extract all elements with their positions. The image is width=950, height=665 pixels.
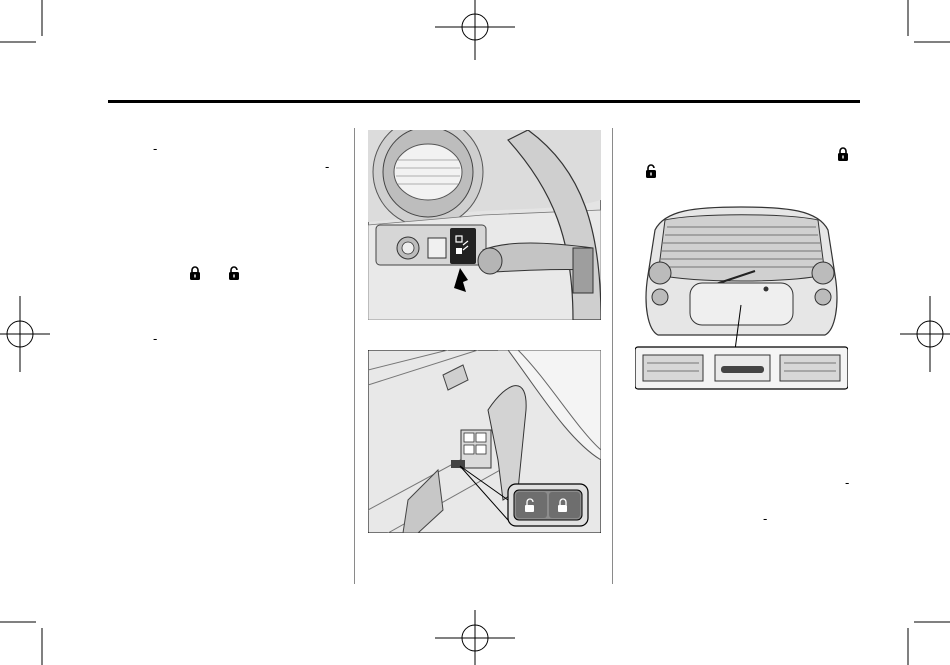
dashboard-switch-illustration <box>368 130 601 320</box>
unlock-icon <box>228 266 240 280</box>
text-fragment: - <box>153 141 158 156</box>
text-fragment: - <box>325 159 330 174</box>
door-panel-illustration <box>368 350 601 533</box>
lock-icon <box>837 147 849 161</box>
column-divider-1 <box>354 128 355 584</box>
column-divider-2 <box>612 128 613 584</box>
text-fragment: - <box>153 331 158 346</box>
unlock-icon <box>645 164 657 178</box>
rear-hatch-illustration <box>635 205 848 390</box>
lock-icon <box>189 266 201 280</box>
header-rule <box>108 100 860 103</box>
text-fragment: - <box>763 511 768 526</box>
text-fragment: - <box>845 475 850 490</box>
